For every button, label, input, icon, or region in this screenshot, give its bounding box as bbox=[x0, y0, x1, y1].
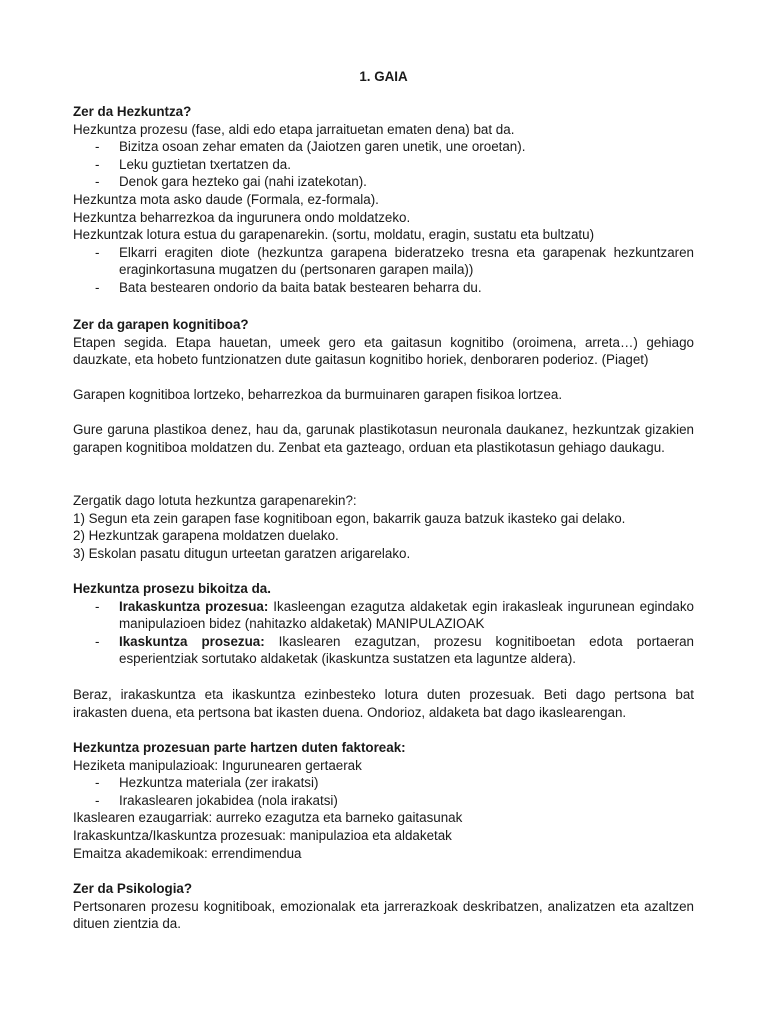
paragraph: Hezkuntza beharrezkoa da ingurunera ondo moldatzeko. bbox=[73, 209, 411, 225]
dash-marker: - bbox=[95, 156, 100, 172]
list-item-text: Bizitza osoan zehar ematen da (Jaiotzen garen unetik, une oroetan). bbox=[119, 139, 526, 155]
list-item-text: Elkarri eragiten diote (hezkuntza garapena bideratzeko tresna eta garapenak hezkuntzaren eraginkortasuna mugatzen du (pertsonaren garapen maila)) bbox=[119, 244, 694, 278]
reason-line: 2) Hezkuntzak garapena moldatzen duelako. bbox=[73, 528, 339, 544]
section-heading: Hezkuntza prosezu bikoitza da. bbox=[73, 581, 271, 596]
term-label: Irakaskuntza prozesua: bbox=[119, 598, 269, 614]
bullet-list bbox=[73, 244, 694, 297]
bullet-list bbox=[73, 598, 694, 668]
section-garapen-kognitiboa bbox=[73, 316, 694, 369]
dash-marker: - bbox=[95, 633, 100, 649]
paragraph: Emaitza akademikoak: errendimendua bbox=[73, 845, 302, 861]
dash-marker: - bbox=[95, 598, 100, 614]
paragraph: Hezkuntza mota asko daude (Formala, ez-formala). bbox=[73, 191, 379, 207]
paragraph-block bbox=[73, 421, 694, 456]
paragraph: Etapen segida. Etapa hauetan, umeek gero eta gaitasun kognitibo (oroimena, arreta…) gehiago dauzkate, eta hobeto funtzionatzen dute gaitasun kognitibo horiek, denboraren poderioz. (Piaget) bbox=[73, 334, 694, 368]
paragraph: Garapen kognitiboa lortzeko, beharrezkoa da burmuinaren garapen fisikoa lortzea. bbox=[73, 387, 563, 402]
section-prosezu-bikoitza bbox=[73, 580, 694, 668]
paragraph: Ikaslearen ezaugarriak: aurreko ezagutza eta barneko gaitasunak bbox=[73, 810, 463, 826]
list-item-text: Hezkuntza materiala (zer irakatsi) bbox=[119, 775, 319, 791]
list-item bbox=[73, 792, 694, 810]
list-item bbox=[73, 244, 694, 279]
list-item-text: Irakaslearen jokabidea (nola irakatsi) bbox=[119, 792, 338, 808]
paragraph: Hezkuntzak lotura estua du garapenarekin. (sortu, moldatu, eragin, sustatu eta bultzatu) bbox=[73, 227, 595, 243]
paragraph: Zergatik dago lotuta hezkuntza garapenarekin?: bbox=[73, 493, 357, 508]
list-item bbox=[73, 173, 694, 191]
list-item bbox=[73, 598, 694, 633]
list-item bbox=[73, 138, 694, 156]
list-item bbox=[73, 774, 694, 792]
list-item bbox=[73, 156, 694, 174]
page-title: 1. GAIA bbox=[359, 69, 408, 84]
list-item-text: Leku guztietan txertatzen da. bbox=[119, 156, 291, 172]
section-heading: Hezkuntza prozesuan parte hartzen duten faktoreak: bbox=[73, 740, 406, 755]
paragraph: Hezkuntza prozesu (fase, aldi edo etapa jarraituetan ematen dena) bat da. bbox=[73, 121, 515, 137]
dash-marker: - bbox=[95, 139, 100, 155]
paragraph-block bbox=[73, 386, 694, 404]
section-heading: Zer da Hezkuntza? bbox=[73, 104, 192, 119]
bullet-list bbox=[73, 138, 694, 191]
dash-marker: - bbox=[95, 279, 100, 295]
section-heading: Zer da garapen kognitiboa? bbox=[73, 317, 249, 332]
section-hezkuntza bbox=[73, 103, 694, 297]
section-psikologia bbox=[73, 880, 694, 933]
reasons-block bbox=[73, 492, 694, 562]
paragraph: Irakaskuntza/Ikaskuntza prozesuak: manipulazioa eta aldaketak bbox=[73, 827, 452, 843]
bullet-list bbox=[73, 774, 694, 809]
paragraph: Pertsonaren prozesu kognitiboak, emozionalak eta jarrerazkoak deskribatzen, analizatzen eta azaltzen dituen zientzia da. bbox=[73, 898, 694, 932]
dash-marker: - bbox=[95, 244, 100, 260]
list-item bbox=[73, 633, 694, 668]
section-heading: Zer da Psikologia? bbox=[73, 881, 193, 896]
dash-marker: - bbox=[95, 792, 100, 808]
list-item-text: Bata bestearen ondorio da baita batak bestearen beharra du. bbox=[119, 279, 482, 295]
paragraph: Heziketa manipulazioak: Ingurunearen gertaerak bbox=[73, 757, 362, 773]
list-item bbox=[73, 279, 694, 297]
dash-marker: - bbox=[95, 174, 100, 190]
term-definition: Ikaslearen ezagutzan, prozesu kognitiboetan edota portaeran esperientziak sortutako aldaketak (ikaskuntza sustatzen eta laguntze aldera). bbox=[119, 633, 694, 667]
paragraph: Beraz, irakaskuntza eta ikaskuntza ezinbesteko lotura duten prozesuak. Beti dago pertsona bat irakasten duena, eta pertsona bat ikasten duena. Ondorioz, aldaketa bat dago ikaslearengan. bbox=[73, 687, 694, 720]
reason-line: 3) Eskolan pasatu ditugun urteetan garatzen arigarelako. bbox=[73, 545, 411, 561]
paragraph: Gure garuna plastikoa denez, hau da, garunak plastikotasun neuronala daukanez, hezkuntzak gizakien garapen kognitiboa moldatzen du. Zenbat eta gazteago, orduan eta plastikotasun gehiago daukagu. bbox=[73, 422, 694, 455]
term-definition: Ikasleengan ezagutza aldaketak egin irakasleak ingurunean egindako manipulazioen bidez (nahitazko aldaketak) MANIPULAZIOAK bbox=[119, 598, 694, 632]
dash-marker: - bbox=[95, 775, 100, 791]
list-item-text: Denok gara hezteko gai (nahi izatekotan). bbox=[119, 174, 367, 190]
reason-line: 1) Segun eta zein garapen fase kognitiboan egon, bakarrik gauza batzuk ikasteko gai delako. bbox=[73, 510, 626, 526]
paragraph-block bbox=[73, 686, 694, 721]
term-label: Ikaskuntza prosezua: bbox=[119, 633, 265, 649]
section-faktoreak bbox=[73, 739, 694, 862]
